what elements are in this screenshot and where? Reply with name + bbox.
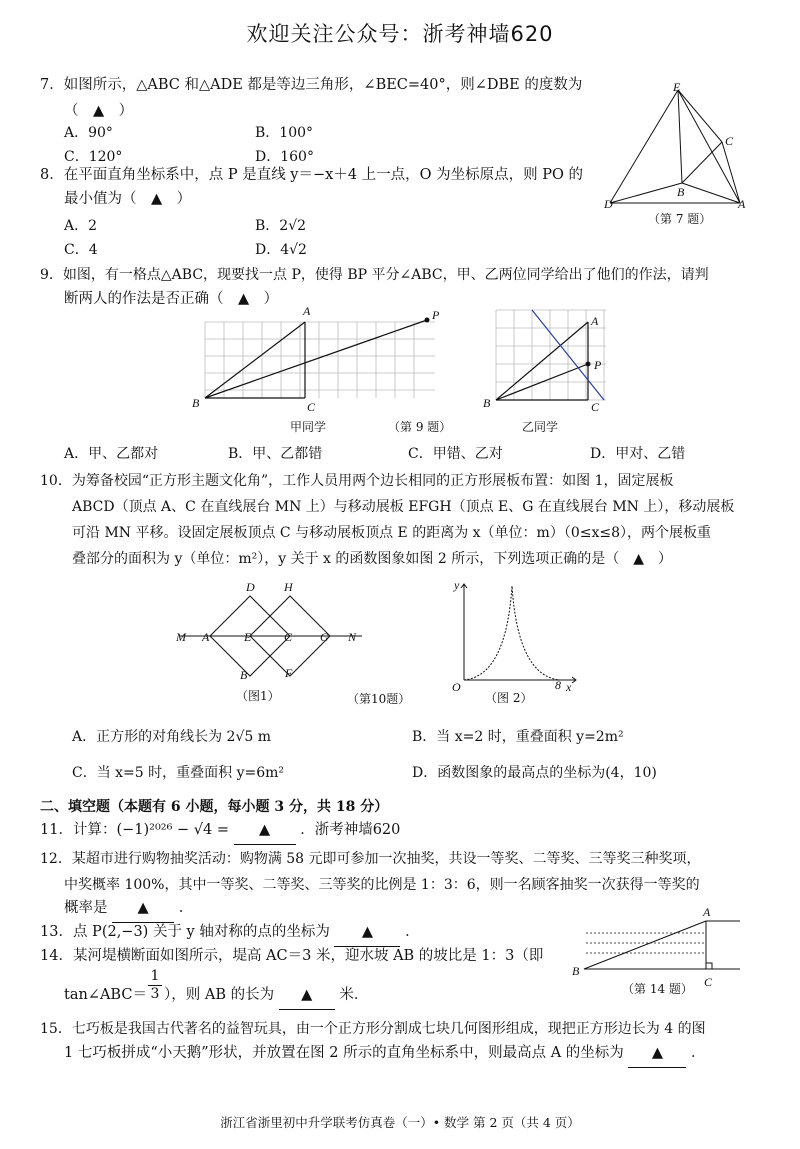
q10-option-a: A．正方形的对角线长为 2√5 m — [72, 729, 272, 745]
q10-line1: 10．为筹备校园“正方形主题文化角”，工作人员用两个边长相同的正方形展板布置：如图 1，固定展板 — [40, 473, 674, 489]
q10-fig1-label-c: C — [284, 630, 293, 644]
q9-yi-label-a: A — [591, 314, 599, 328]
page-header: 欢迎关注公众号：浙考神墙620 — [246, 22, 554, 46]
q14-fraction-denominator: 3 — [150, 986, 160, 1002]
q14-tan-lead: tan∠ABC＝ — [64, 987, 147, 1003]
q14-line2 — [64, 982, 147, 1009]
q14-label-b: B — [572, 964, 580, 978]
q10-fig2-label-o: O — [452, 680, 461, 694]
q9-figure-jia — [205, 318, 445, 408]
q10-option-b: B．当 x=2 时，重叠面积 y=2m² — [412, 729, 624, 745]
q14-label-c: C — [704, 975, 713, 989]
q7-label-e: E — [673, 80, 681, 94]
q14-fraction — [148, 968, 162, 1003]
q14-label-a: A — [703, 905, 711, 919]
section-fill-blank-title: 二、填空题（本题有 6 小题，每小题 3 分，共 18 分） — [40, 799, 389, 815]
q10-caption-fig1: （图1） — [236, 689, 280, 703]
q10-fig1-label-g: G — [320, 630, 329, 644]
q8-option-d: D．4√2 — [255, 242, 307, 258]
page-footer: 浙江省浙里初中升学联考仿真卷（一）• 数学 第 2 页（共 4 页） — [220, 1115, 580, 1130]
q15-line2 — [64, 1040, 706, 1068]
q9-line1: 9．如图，有一格点△ABC，现要找一点 P，使得 BP 平分∠ABC，甲、乙两位同学给出了他们的作法，请判 — [40, 267, 709, 283]
q7-caption: （第 7 题） — [648, 212, 712, 226]
q7-label-b: B — [677, 185, 685, 199]
q10-figure-2 — [456, 578, 586, 688]
q8-line1: 8．在平面直角坐标系中，点 P 是直线 y＝−x＋4 上一点，O 为坐标原点，则 PO 的 — [40, 167, 584, 183]
q10-caption-fig2: （图 2） — [485, 691, 533, 705]
q7-option-b: B．100° — [255, 125, 314, 141]
q9-yi-label-c: C — [591, 400, 600, 414]
q9-option-c: C．甲错、乙对 — [408, 446, 503, 462]
q14-figure — [580, 905, 745, 975]
q11-answer-blank: ▲ — [234, 817, 296, 845]
q9-option-b: B．甲、乙都错 — [228, 446, 323, 462]
q12-line1: 12．某超市进行购物抽奖活动：购物满 58 元即可参加一次抽奖，共设一等奖、二等奖、三等奖三种奖项， — [40, 851, 701, 867]
q9-yi-label-b: B — [483, 396, 491, 410]
q10-fig1-label-a: A — [202, 630, 210, 644]
q14-fraction-numerator: 1 — [148, 968, 162, 986]
q7-label-d: D — [604, 197, 613, 211]
q8-option-b: B．2√2 — [255, 218, 307, 234]
q7-line2: （ ▲ ） — [64, 103, 134, 119]
q12-lead: 概率是 — [64, 900, 108, 916]
q8-line2: 最小值为（ ▲ ） — [64, 191, 192, 207]
q10-line4: 叠部分的面积为 y（单位：m²），y 关于 x 的函数图象如图 2 所示，下列选项正确的是（ ▲ ） — [72, 551, 672, 567]
q7-label-a: A — [738, 197, 746, 211]
q10-fig1-label-h: H — [284, 580, 293, 594]
q14-line2-rest — [164, 982, 368, 1010]
q13-lead: 13．点 P(2,−3) 关于 y 轴对称的点的坐标为 — [40, 924, 330, 940]
q11-tail: ．浙考神墙620 — [300, 822, 401, 838]
q9-line2: 断两人的作法是否正确（ ▲ ） — [64, 291, 279, 307]
q10-fig1-label-d: D — [246, 580, 255, 594]
q10-fig1-label-e: E — [244, 630, 252, 644]
q9-caption-yi: 乙同学 — [522, 420, 559, 434]
q14-line1: 14．某河堤横断面如图所示，堤高 AC＝3 米，迎水坡 AB 的坡比是 1：3（即 — [40, 948, 544, 964]
q9-jia-label-a: A — [303, 304, 311, 318]
q10-fig1-label-n: N — [348, 630, 357, 644]
q14-ab-lead: ），则 AB 的长为 — [164, 987, 275, 1003]
q12-answer-blank: ▲ — [112, 895, 174, 923]
q9-option-d: D．甲对、乙错 — [590, 446, 686, 462]
q12-line2: 中奖概率 100%，其中一等奖、二等奖、三等奖的比例是 1：3：6，则一名顾客抽奖一次获得一等奖的 — [64, 877, 700, 893]
q7-option-a: A．90° — [64, 125, 113, 141]
q7-option-c: C．120° — [64, 149, 123, 165]
q11-text — [40, 817, 400, 845]
q10-fig1-label-m: M — [176, 630, 186, 644]
q14-answer-blank: ▲ — [279, 982, 335, 1010]
q7-line1: 7．如图所示，△ABC 和△ADE 都是等边三角形，∠BEC=40°，则∠DBE 的度数为 — [40, 77, 583, 93]
q10-fig1-label-f: F — [285, 666, 293, 680]
q10-fig1-label-b: B — [240, 668, 248, 682]
q9-caption: （第 9 题） — [388, 420, 452, 434]
q9-jia-label-p: P — [432, 308, 440, 322]
q10-fig2-label-y: y — [454, 578, 460, 592]
q15-answer-blank: ▲ — [628, 1040, 686, 1068]
q13-answer-blank: ▲ — [334, 919, 400, 947]
q10-caption: （第10题） — [347, 692, 411, 706]
q9-caption-jia: 甲同学 — [290, 420, 327, 434]
q8-option-a: A．2 — [64, 218, 98, 234]
q15-line1: 15．七巧板是我国古代著名的益智玩具，由一个正方形分割成七块几何图形组成，现把正方形边长为 4 的图 — [40, 1021, 706, 1037]
q10-fig2-label-x: x — [566, 680, 572, 694]
q10-option-c: C．当 x=5 时，重叠面积 y=6m² — [72, 765, 285, 781]
q7-label-c: C — [725, 134, 734, 148]
q14-tail: 米． — [339, 987, 369, 1003]
q10-line2: ABCD（顶点 A、C 在直线展台 MN 上）与移动展板 EFGH（顶点 E、G 在直线展台 MN 上），移动展板 — [72, 499, 735, 515]
q10-option-d: D．函数图象的最高点的坐标为(4，10) — [412, 765, 657, 781]
q7-option-d: D．160° — [255, 149, 314, 165]
q8-option-c: C．4 — [64, 242, 98, 258]
q15-lead: 1 七巧板拼成“小天鹅”形状，并放置在图 2 所示的直角坐标系中，则最高点 A 的坐标为 — [64, 1045, 624, 1061]
q10-fig2-label-8: 8 — [555, 678, 561, 692]
q9-jia-label-c: C — [307, 400, 316, 414]
q9-jia-label-b: B — [192, 396, 200, 410]
q10-line3: 可沿 MN 平移。设固定展板顶点 C 与移动展板顶点 E 的距离为 x（单位：m）（0≤x≤8），两个展板重 — [72, 525, 712, 541]
q11-expression: 11．计算：(−1)²⁰²⁶ − √4 = — [40, 822, 229, 838]
q12-tail: ． — [178, 900, 194, 916]
q14-caption: （第 14 题） — [622, 982, 693, 996]
q15-tail: ． — [691, 1045, 706, 1061]
q13-tail: ． — [405, 924, 420, 940]
q9-option-a: A．甲、乙都对 — [64, 446, 159, 462]
q9-yi-label-p: P — [594, 358, 602, 372]
